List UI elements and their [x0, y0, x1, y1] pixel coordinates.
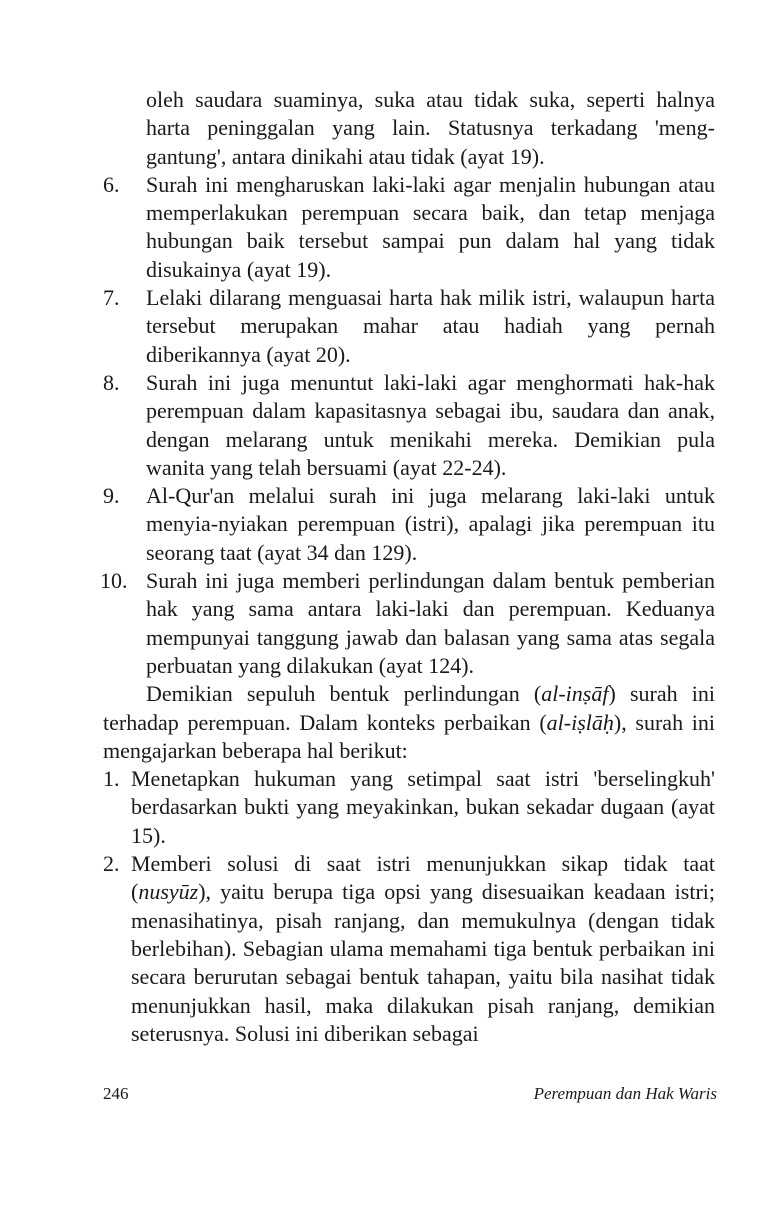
list-item-7	[103, 284, 715, 369]
list-text: Al-Qur'an melalui surah ini juga melarang laki-laki untuk menyia-nyiakan perempuan (istri), apalagi jika perempuan itu seorang taat (ayat 34 dan 129).	[146, 483, 715, 565]
list-number: 6.	[103, 171, 120, 197]
list-number: 10.	[100, 568, 128, 594]
list2-item-1	[103, 765, 715, 850]
term-al-islah: al-iṣlāḥ	[546, 709, 614, 735]
list-item-10	[100, 567, 715, 680]
page-body	[100, 86, 716, 1048]
list-number: 1.	[103, 766, 120, 792]
page-footer	[103, 1084, 717, 1104]
term-nusyuz: nusyūz	[138, 879, 199, 905]
list-item-9	[103, 482, 715, 567]
list-text: Surah ini juga menuntut laki-laki agar menghormati hak-hak perempuan dalam kapasitasnya sebagai ibu, saudara dan anak, dengan melarang untuk menikahi mereka. Demikian pula wanita yang telah bersuami (ayat 22-24).	[146, 369, 715, 480]
list-text: Surah ini mengharuskan laki-laki agar menjalin hubungan atau memperlakukan perempuan secara baik, dan tetap menjaga hubungan baik tersebut sampai pun dalam hal yang tidak disukainya (ayat 19).	[146, 171, 715, 282]
list-number: 2.	[103, 851, 120, 877]
list-text: Menetapkan hukuman yang setimpal saat istri 'berselingkuh' berdasarkan bukti yang meyakinkan, bukan sekadar dugaan (ayat 15).	[131, 766, 715, 848]
list-number: 7.	[103, 285, 120, 311]
summary-paragraph: Demikian sepuluh bentuk perlindungan (al-inṣāf) surah ini terhadap perempuan. Dalam konteks perbaikan (al-iṣlāḥ), surah ini mengajarkan beberapa hal berikut:	[103, 681, 716, 763]
list-item-8	[103, 369, 715, 482]
list-text: Lelaki dilarang menguasai harta hak milik istri, walaupun harta tersebut merupakan mahar atau hadiah yang pernah diberikannya (ayat 20).	[146, 285, 715, 367]
list-number: 8.	[103, 369, 120, 395]
list-item-6	[103, 171, 715, 284]
list-number: 9.	[103, 483, 120, 509]
list-text: Surah ini juga memberi perlindungan dalam bentuk pemberian hak yang sama antara laki-laki dan perempuan. Keduanya mempunyai tanggung jawab dan balasan yang sama atas segala perbuatan yang dilakukan (ayat 124).	[146, 568, 715, 678]
term-al-insaf: al-inṣāf	[541, 681, 609, 707]
list2-item-2: 2. Memberi solusi di saat istri menunjukkan sikap tidak taat (nusyūz), yaitu berupa tiga opsi yang disesuaikan keadaan istri; menasihatinya, pisah ranjang, dan memukulnya (dengan tidak berlebihan). Sebagian ulama memahami tiga bentuk perbaikan ini secara berurutan sebagai bentuk tahapan, yaitu bila nasihat tidak menunjukkan hasil, maka dilakukan pisah ranjang, demikian seterusnya. Solusi ini diberikan sebagai	[103, 851, 715, 1046]
running-title: Perempuan dan Hak Waris	[533, 1084, 717, 1103]
continuation-paragraph: oleh saudara suaminya, suka atau tidak suka, seperti halnya harta peninggalan yang lain. Statusnya terkadang 'meng-gantung', antara dinikahi atau tidak (ayat 19).	[146, 87, 715, 169]
page-number: 246	[103, 1084, 129, 1103]
